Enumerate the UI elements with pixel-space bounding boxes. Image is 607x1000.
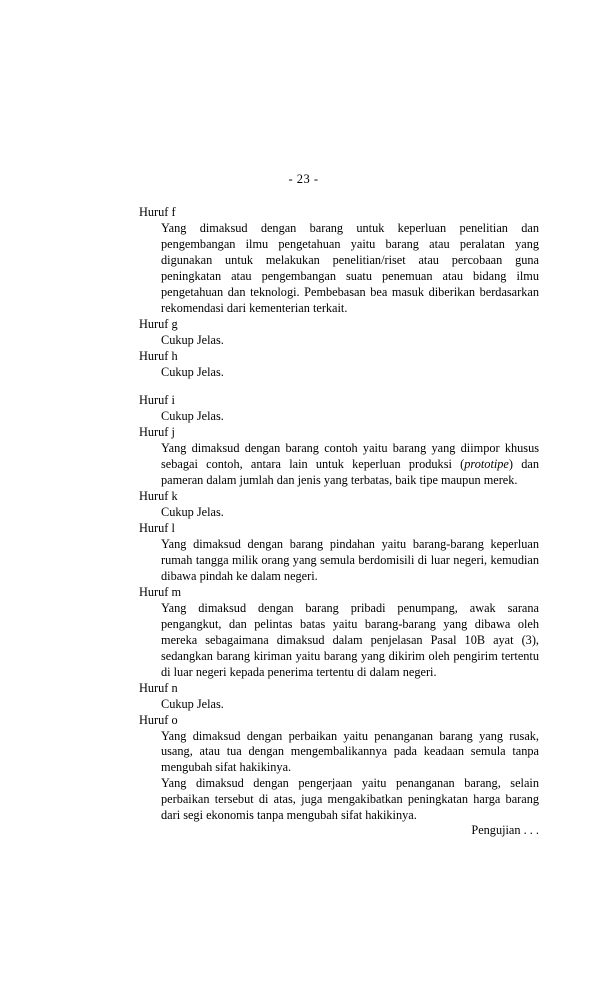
section-heading: Huruf n: [139, 680, 178, 695]
section-spacer: [139, 381, 539, 393]
italic-term: prototipe: [464, 456, 509, 471]
section-paragraph: Cukup Jelas.: [161, 364, 224, 379]
section-paragraph: Cukup Jelas.: [161, 504, 224, 519]
section-paragraph: Cukup Jelas.: [161, 696, 224, 711]
section-paragraph: Cukup Jelas.: [161, 332, 224, 347]
section-paragraph: Yang dimaksud dengan barang pindahan yaitu barang-barang keperluan rumah tangga milik orang yang semula berdomisili di luar negeri, kemudian dibawa pindah ke dalam negeri.: [161, 536, 539, 583]
section-heading: Huruf g: [139, 316, 178, 331]
section-heading: Huruf f: [139, 205, 176, 219]
section-paragraph: Yang dimaksud dengan barang untuk keperluan penelitian dan pengembangan ilmu pengetahuan yaitu barang atau peralatan yang digunakan untuk melakukan penelitian/riset atau percobaan guna peningkatan atau pengembangan suatu penemuan atau bidang ilmu pengetahuan dan teknologi. Pembebasan bea masuk diberikan berdasarkan rekomendasi dari kementerian terkait.: [161, 220, 539, 315]
section-heading: Huruf j: [139, 424, 175, 439]
document-body: [139, 205, 539, 824]
section-heading: Huruf m: [139, 584, 182, 599]
section-paragraph: Yang dimaksud dengan barang contoh yaitu barang yang diimpor khusus sebagai contoh, antara lain untuk keperluan produksi (prototipe) dan pameran dalam jumlah dan jenis yang terbatas, baik tipe maupun merek.: [161, 440, 539, 487]
section-heading: Huruf h: [139, 348, 178, 363]
section-heading: Huruf k: [139, 488, 178, 503]
section-heading: Huruf o: [139, 712, 178, 727]
page-number: - 23 -: [288, 172, 319, 186]
section-paragraph: Yang dimaksud dengan barang pribadi penumpang, awak sarana pengangkut, dan pelintas batas yaitu barang-barang yang dibawa oleh mereka sebagaimana dimaksud dalam penjelasan Pasal 10B ayat (3), sedangkan barang kiriman yaitu barang yang dikirim oleh pengirim tertentu di luar negeri kepada penerima tertentu di dalam negeri.: [161, 600, 539, 679]
section-paragraph: Yang dimaksud dengan perbaikan yaitu penanganan barang yang rusak, usang, atau tua dengan mengembalikannya pada keadaan semula tanpa mengubah sifat hakikinya.: [161, 728, 539, 775]
section-paragraph: Cukup Jelas.: [161, 408, 224, 423]
section-paragraph: Yang dimaksud dengan pengerjaan yaitu penanganan barang, selain perbaikan tersebut di atas, juga mengakibatkan peningkatan harga barang dari segi ekonomis tanpa mengubah sifat hakikinya.: [161, 776, 539, 823]
continuation-note: Pengujian . . .: [471, 823, 539, 837]
section-heading: Huruf i: [139, 392, 175, 407]
section-heading: Huruf l: [139, 520, 175, 535]
